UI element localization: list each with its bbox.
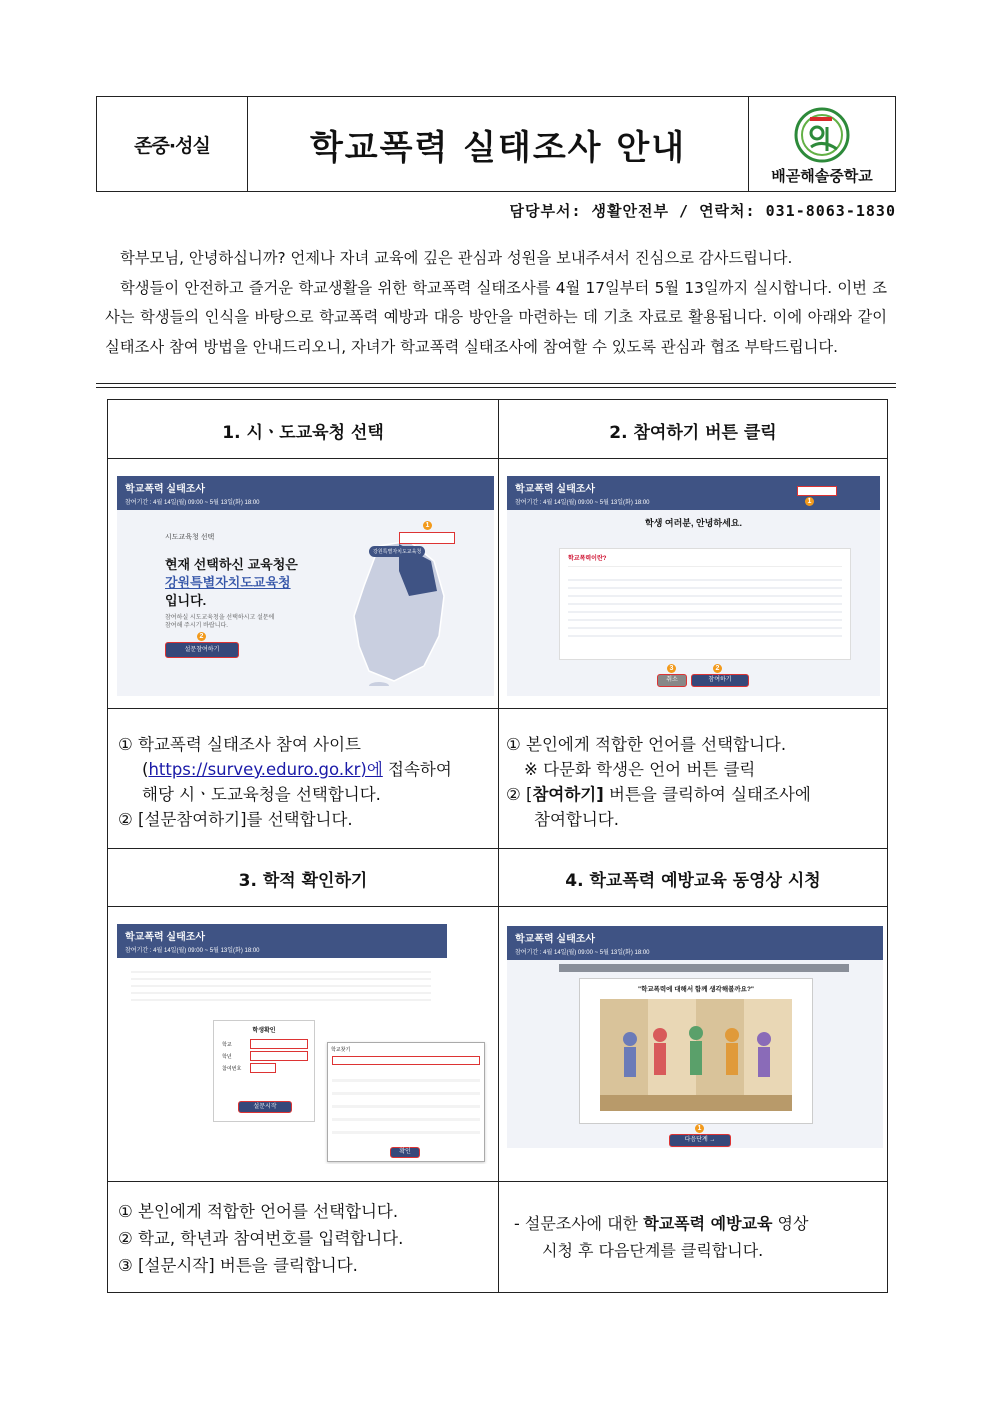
step-4-description	[514, 1210, 808, 1264]
next-step-button[interactable]: 다음단계 →	[669, 1134, 731, 1147]
step-1-line-3: 해당 시ㆍ도교육청을 선택합니다.	[142, 785, 381, 804]
step-3-line-2: ② 학교, 학년과 참여번호를 입력합니다.	[118, 1229, 404, 1248]
app-title: 학교폭력 실태조사	[125, 932, 206, 943]
app-header	[117, 924, 447, 958]
marker-2: 2	[197, 632, 206, 641]
field-label: 참여번호	[222, 1066, 242, 1072]
shot1-heading-2: 강원특별자치도교육청	[165, 575, 291, 590]
app-period: 참여기간 : 4월 14일(월) 09:00 ~ 5월 13일(화) 18:00	[515, 950, 650, 956]
grid-divider	[108, 1181, 887, 1182]
step-3-line-1: ① 본인에게 적합한 언어를 선택합니다.	[118, 1202, 399, 1221]
confirm-button[interactable]: 확인	[390, 1147, 420, 1158]
student-check-title: 학생확인	[252, 1028, 276, 1034]
intro-text	[105, 244, 887, 362]
shot3-notice	[131, 966, 431, 1002]
grid-divider	[108, 906, 887, 907]
step-2-description	[506, 732, 811, 832]
marker-1: 1	[423, 521, 432, 530]
screenshot-step-4	[507, 926, 883, 1148]
video-panel	[579, 978, 813, 1124]
join-button[interactable]: 참여하기	[691, 674, 749, 687]
app-period: 참여기간 : 4월 14일(월) 09:00 ~ 5월 13일(화) 18:00	[125, 500, 260, 506]
marker-1: 1	[805, 497, 814, 506]
step-1-line-2-tail: 접속하여	[382, 760, 452, 779]
step-3-description	[118, 1198, 403, 1279]
step-2-line-3	[506, 782, 811, 807]
step-4-line-1-pre: - 설문조사에 대한	[514, 1214, 644, 1233]
step-2-line-3-post: 버튼을 클릭하여 실태조사에	[603, 785, 811, 804]
region-select[interactable]	[399, 532, 455, 544]
step-4-line-1-bold: 학교폭력 예방교육	[643, 1214, 773, 1233]
step-1-line-1: ① 학교폭력 실태조사 참여 사이트	[118, 735, 361, 754]
screenshot-step-1	[117, 476, 494, 696]
shot2-greeting: 학생 여러분, 안녕하세요.	[645, 518, 742, 528]
header-table	[96, 96, 896, 192]
step-3-line-3: ③ [설문시작] 버튼을 클릭합니다.	[118, 1256, 358, 1275]
school-logo	[749, 97, 895, 191]
language-select[interactable]	[797, 486, 837, 496]
grid-divider	[108, 458, 887, 459]
step-1-title: 1. 시ㆍ도교육청 선택	[222, 423, 384, 443]
step-1-line-2: (https://survey.eduro.go.kr)에 접속하여	[142, 760, 452, 779]
school-name: 배곧해솔중학교	[771, 166, 873, 185]
app-period: 참여기간 : 4월 14일(월) 09:00 ~ 5월 13일(화) 18:00	[515, 500, 650, 506]
shot2-question: 학교폭력이란?	[568, 556, 607, 562]
grade-select[interactable]	[250, 1051, 308, 1061]
step-2-line-2: ※ 다문화 학생은 언어 버튼 클릭	[524, 760, 756, 779]
field-label: 학년	[222, 1054, 232, 1060]
app-header	[117, 476, 494, 510]
video-question: "학교폭력에 대해서 함께 생각해볼까요?"	[637, 986, 755, 993]
step-3-title: 3. 학적 확인하기	[238, 871, 368, 891]
school-list[interactable]	[332, 1069, 480, 1139]
step-4-line-1	[514, 1210, 808, 1237]
step-2-line-1: ① 본인에게 적합한 언어를 선택합니다.	[506, 735, 787, 754]
step-1-description	[118, 732, 452, 832]
school-emblem-icon	[787, 103, 857, 163]
survey-link-suffix: )에	[360, 760, 383, 779]
marker-2: 2	[713, 664, 722, 673]
step-2-title: 2. 참여하기 버튼 클릭	[609, 423, 777, 443]
popup-title: 학교찾기	[331, 1047, 351, 1053]
app-period: 참여기간 : 4월 14일(월) 09:00 ~ 5월 13일(화) 18:00	[125, 948, 260, 954]
korea-map-icon	[339, 536, 459, 686]
intro-paragraph-1: 학부모님, 안녕하십니까? 언제나 자녀 교육에 깊은 관심과 성원을 보내주셔서 진심으로 감사드립니다.	[120, 249, 793, 267]
shot1-sub: 참여하실 시도교육청을 선택하시고 설문에 참여해 주시기 바랍니다.	[165, 615, 275, 629]
department-contact: 담당부서: 생활안전부 / 연락처: 031-8063-1830	[509, 202, 896, 220]
school-motto: 존중·성실	[97, 97, 248, 191]
shot1-label: 시도교육청 선택	[165, 534, 215, 541]
shot2-info-box	[559, 548, 851, 660]
app-title: 학교폭력 실태조사	[125, 484, 206, 495]
progress-steps	[559, 964, 849, 972]
app-title: 학교폭력 실태조사	[515, 934, 596, 945]
marker-3: 3	[667, 664, 676, 673]
field-label: 학교	[222, 1042, 232, 1048]
app-title: 학교폭력 실태조사	[515, 484, 596, 495]
screenshot-step-3	[117, 924, 489, 1164]
step-4-title: 4. 학교폭력 예방교육 동영상 시청	[565, 871, 821, 891]
cancel-button[interactable]: 취소	[657, 674, 687, 687]
step-2-line-4: 참여합니다.	[534, 810, 619, 829]
step-2-line-3-pre: ② [	[506, 785, 533, 804]
steps-grid	[107, 399, 888, 1293]
school-search-popup	[327, 1042, 485, 1162]
screenshot-step-2	[507, 476, 880, 696]
step-4-line-1-post: 영상	[772, 1214, 809, 1233]
student-check-panel	[213, 1020, 315, 1122]
survey-start-button[interactable]: 설문시작	[238, 1101, 292, 1113]
marker-1: 1	[695, 1124, 704, 1133]
video-illustration-icon	[600, 999, 792, 1111]
grid-divider	[498, 400, 499, 1292]
grid-divider	[108, 848, 887, 849]
shot1-heading-1: 현재 선택하신 교육청은	[165, 557, 298, 572]
step-2-line-3-bold: 참여하기]	[532, 785, 604, 804]
participation-number-input[interactable]	[250, 1063, 276, 1073]
intro-paragraph-2: 학생들이 안전하고 즐거운 학교생활을 위한 학교폭력 실태조사를 4월 17일부터 5월 13일까지 실시합니다. 이번 조사는 학생들의 인식을 바탕으로 학교폭력 예방과 대응 방안을 마련하는 데 기초 자료로 활용됩니다. 이에 아래와 같이 실태조사 참여 방법을 안내드리오니, 자녀가 학교폭력 실태조사에 참여할 수 있도록 관심과 협조 부탁드립니다.	[105, 278, 887, 356]
divider	[96, 383, 896, 384]
grid-divider	[108, 708, 887, 709]
survey-join-button[interactable]: 설문참여하기	[165, 642, 239, 658]
survey-link[interactable]: https://survey.eduro.go.kr	[148, 760, 361, 779]
school-input[interactable]	[250, 1039, 308, 1049]
divider	[96, 387, 896, 388]
step-1-line-4: ② [설문참여하기]를 선택합니다.	[118, 810, 353, 829]
document-title: 학교폭력 실태조사 안내	[248, 97, 749, 191]
step-4-line-2: 시청 후 다음단계를 클릭합니다.	[542, 1241, 764, 1260]
school-search-input[interactable]	[332, 1056, 480, 1065]
shot1-heading-3: 입니다.	[165, 593, 207, 608]
app-header	[507, 926, 883, 960]
shot1-map-tag: 강원특별자치도교육청	[369, 546, 425, 557]
